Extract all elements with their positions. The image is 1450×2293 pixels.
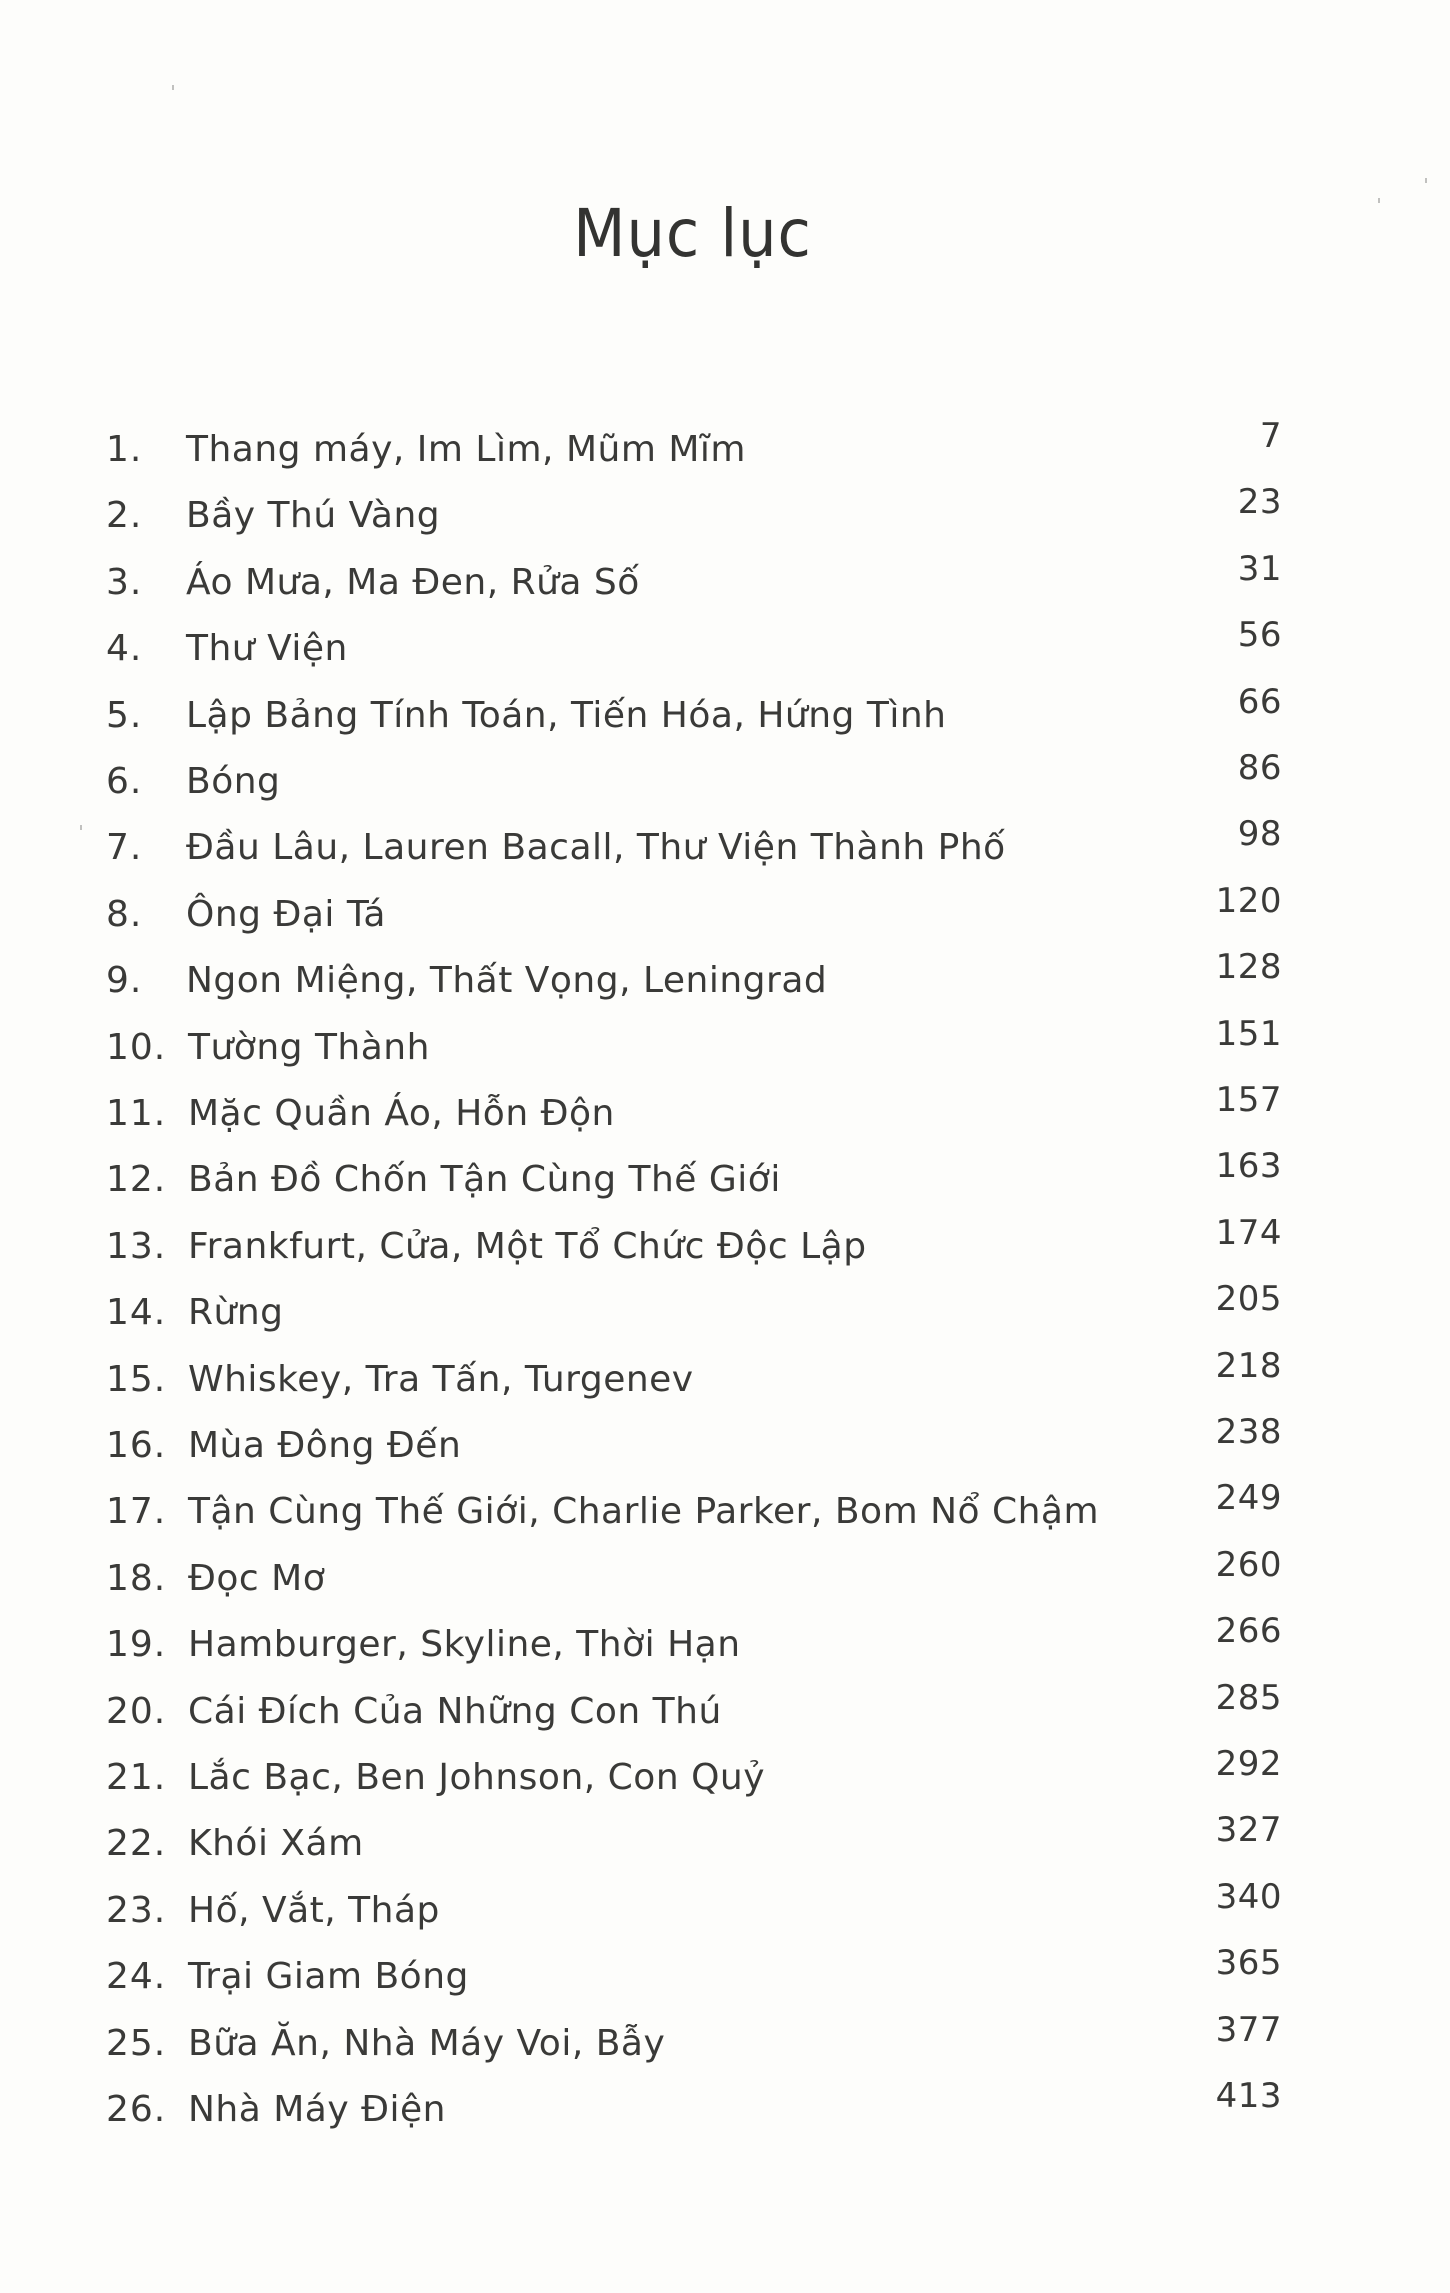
chapter-title: Bản Đồ Chốn Tận Cùng Thế Giới	[188, 1159, 781, 1201]
chapter-number: 26.	[106, 2089, 167, 2130]
toc-entry	[0, 1345, 1450, 1410]
chapter-number: 2.	[106, 495, 143, 537]
toc-entry	[0, 1544, 1450, 1609]
page-number: 260	[1215, 1544, 1282, 1585]
chapter-number: 9.	[106, 960, 143, 1002]
chapter-title: Bầy Thú Vàng	[186, 495, 441, 537]
chapter-title: Mùa Đông Đến	[188, 1425, 462, 1466]
page-number: 31	[1237, 548, 1282, 589]
chapter-title: Ngon Miệng, Thất Vọng, Leningrad	[186, 960, 828, 1002]
page-number: 327	[1215, 1810, 1282, 1851]
chapter-title: Đọc Mơ	[188, 1557, 326, 1599]
chapter-number: 22.	[106, 1823, 167, 1865]
chapter-number: 5.	[106, 694, 143, 736]
chapter-title: Đầu Lâu, Lauren Bacall, Thư Viện Thành Phố	[186, 827, 1006, 869]
chapter-number: 13.	[106, 1225, 167, 1267]
chapter-number: 15.	[106, 1358, 167, 1400]
chapter-number: 25.	[106, 2022, 167, 2064]
chapter-number: 19.	[106, 1624, 167, 1666]
page-number: 23	[1237, 482, 1282, 523]
toc-entry	[0, 1412, 1450, 1476]
chapter-title: Whiskey, Tra Tấn, Turgenev	[188, 1358, 694, 1400]
page-number: 151	[1215, 1013, 1282, 1054]
toc-entry	[0, 1212, 1450, 1277]
chapter-title: Trại Giam Bóng	[188, 1956, 469, 1998]
chapter-number: 21.	[106, 1757, 167, 1798]
chapter-number: 18.	[106, 1557, 167, 1599]
chapter-title: Ông Đại Tá	[186, 893, 386, 935]
toc-entry	[0, 1478, 1450, 1542]
chapter-number: 10.	[106, 1026, 167, 1068]
chapter-number: 6.	[106, 761, 143, 802]
page-number: 128	[1215, 947, 1282, 988]
chapter-title: Khói Xám	[188, 1823, 364, 1865]
toc-entry	[0, 482, 1450, 546]
chapter-number: 16.	[106, 1425, 167, 1466]
toc-entry	[0, 548, 1450, 613]
chapter-title: Thư Viện	[186, 628, 348, 670]
page-number: 285	[1215, 1677, 1282, 1718]
scan-speck	[172, 85, 174, 90]
page-number: 205	[1215, 1279, 1282, 1320]
toc-entry	[0, 880, 1450, 945]
page-number: 120	[1215, 880, 1282, 921]
page-number: 238	[1215, 1412, 1282, 1452]
scan-speck	[80, 825, 82, 830]
chapter-number: 23.	[106, 1889, 167, 1931]
page-number: 340	[1215, 1876, 1282, 1917]
toc-entry	[0, 681, 1450, 746]
toc-entry	[0, 416, 1450, 480]
toc-entry	[0, 947, 1450, 1011]
chapter-number: 4.	[106, 628, 143, 670]
page-number: 56	[1237, 615, 1282, 656]
toc-entry	[0, 1013, 1450, 1078]
chapter-title: Tận Cùng Thế Giới, Charlie Parker, Bom Nổ Chậm	[188, 1491, 1100, 1533]
chapter-title: Hố, Vắt, Tháp	[188, 1889, 440, 1931]
chapter-number: 11.	[106, 1093, 167, 1134]
toc-entry	[0, 748, 1450, 812]
chapter-title: Bóng	[186, 761, 281, 802]
toc-entry	[0, 1943, 1450, 2007]
page-number: 174	[1215, 1212, 1282, 1253]
toc-entry	[0, 1611, 1450, 1675]
chapter-number: 17.	[106, 1491, 167, 1533]
chapter-title: Tường Thành	[188, 1026, 430, 1068]
chapter-title: Rừng	[188, 1292, 284, 1334]
page-number: 292	[1215, 1744, 1282, 1784]
chapter-title: Cái Đích Của Những Con Thú	[188, 1690, 722, 1732]
page-number: 218	[1215, 1345, 1282, 1386]
toc-entry	[0, 615, 1450, 679]
chapter-number: 14.	[106, 1292, 167, 1334]
toc-entry	[0, 814, 1450, 878]
chapter-title: Thang máy, Im Lìm, Mũm Mĩm	[186, 429, 746, 470]
page-number: 365	[1215, 1943, 1282, 1984]
toc-entry	[0, 1677, 1450, 1742]
scan-speck	[1378, 198, 1380, 203]
chapter-title: Nhà Máy Điện	[188, 2089, 446, 2130]
toc-entry	[0, 1810, 1450, 1874]
toc-entry	[0, 1146, 1450, 1210]
page-number: 249	[1215, 1478, 1282, 1519]
page-title: Mục lục	[573, 195, 812, 272]
chapter-number: 8.	[106, 893, 143, 935]
page-number: 7	[1259, 416, 1282, 456]
scan-speck	[1425, 178, 1427, 183]
page-number: 163	[1215, 1146, 1282, 1187]
toc-entry	[0, 1080, 1450, 1144]
chapter-title: Frankfurt, Cửa, Một Tổ Chức Độc Lập	[188, 1225, 867, 1267]
page-number: 266	[1215, 1611, 1282, 1652]
chapter-title: Hamburger, Skyline, Thời Hạn	[188, 1624, 741, 1666]
toc-entry	[0, 2076, 1450, 2140]
page-number: 66	[1237, 681, 1282, 722]
page-number: 86	[1237, 748, 1282, 788]
chapter-title: Lắc Bạc, Ben Johnson, Con Quỷ	[188, 1757, 766, 1798]
page-number: 377	[1215, 2009, 1282, 2050]
chapter-number: 3.	[106, 561, 143, 603]
toc-entry	[0, 1876, 1450, 1941]
page-number: 413	[1215, 2076, 1282, 2116]
chapter-title: Lập Bảng Tính Toán, Tiến Hóa, Hứng Tình	[186, 694, 947, 736]
chapter-number: 24.	[106, 1956, 167, 1998]
chapter-number: 7.	[106, 827, 143, 869]
chapter-title: Bữa Ăn, Nhà Máy Voi, Bẫy	[188, 2022, 666, 2064]
chapter-number: 1.	[106, 429, 143, 470]
chapter-number: 20.	[106, 1690, 167, 1732]
toc-entry	[0, 1744, 1450, 1808]
chapter-number: 12.	[106, 1159, 167, 1201]
chapter-title: Mặc Quần Áo, Hỗn Độn	[188, 1093, 615, 1134]
page-number: 157	[1215, 1080, 1282, 1120]
chapter-title: Áo Mưa, Ma Đen, Rửa Số	[186, 561, 640, 603]
toc-entry	[0, 2009, 1450, 2074]
toc-entry	[0, 1279, 1450, 1343]
page-number: 98	[1237, 814, 1282, 855]
